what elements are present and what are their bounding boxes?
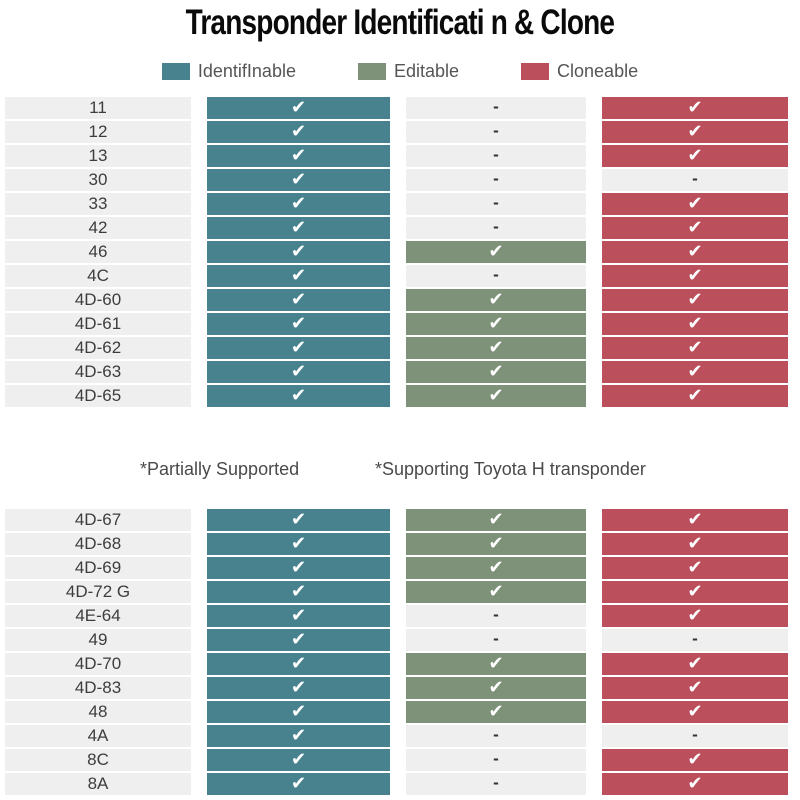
check-icon: ✔	[687, 289, 703, 310]
row-label: 4D-83	[5, 677, 191, 699]
row-label: 42	[5, 217, 191, 239]
check-icon: ✔	[290, 533, 307, 554]
table-row	[5, 749, 800, 771]
status-cell-check	[207, 701, 390, 723]
table-row	[5, 725, 800, 747]
table-row	[5, 265, 800, 287]
status-cell-check	[602, 749, 788, 771]
check-icon: ✔	[290, 701, 307, 722]
dash-text: -	[493, 604, 499, 624]
check-icon: ✔	[290, 145, 307, 166]
status-cell-check	[207, 533, 390, 555]
status-cell-check	[207, 361, 390, 383]
row-label: 12	[5, 121, 191, 143]
check-icon: ✔	[687, 337, 703, 358]
status-cell-dash	[602, 725, 788, 747]
dash-text: -	[493, 96, 499, 116]
status-cell-check	[602, 677, 788, 699]
status-cell-check	[406, 557, 586, 579]
status-cell-check	[602, 701, 788, 723]
status-cell-dash	[406, 193, 586, 215]
check-icon: ✔	[687, 145, 703, 166]
status-cell-dash	[406, 169, 586, 191]
status-cell-check	[207, 337, 390, 359]
status-cell-dash	[406, 145, 586, 167]
check-icon: ✔	[290, 193, 307, 214]
cloneable-color-swatch	[521, 63, 549, 80]
check-icon: ✔	[687, 97, 703, 118]
check-icon: ✔	[488, 313, 504, 334]
footnotes	[0, 459, 800, 480]
dash-text: -	[493, 120, 499, 140]
status-cell-check	[207, 289, 390, 311]
status-cell-check	[602, 605, 788, 627]
table-row	[5, 557, 800, 579]
row-label: 4E-64	[5, 605, 191, 627]
status-cell-check	[207, 145, 390, 167]
status-cell-check	[207, 313, 390, 335]
status-cell-check	[602, 385, 788, 407]
status-cell-check	[602, 265, 788, 287]
row-label: 4D-60	[5, 289, 191, 311]
status-cell-dash	[406, 629, 586, 651]
check-icon: ✔	[687, 217, 703, 238]
row-label: 4D-70	[5, 653, 191, 675]
check-icon: ✔	[687, 653, 703, 674]
dash-text: -	[493, 748, 499, 768]
title-bar	[0, 0, 800, 43]
dash-text: -	[493, 724, 499, 744]
check-icon: ✔	[290, 773, 307, 794]
status-cell-dash	[602, 169, 788, 191]
status-cell-check	[207, 241, 390, 263]
status-cell-check	[602, 217, 788, 239]
check-icon: ✔	[687, 677, 703, 698]
row-label: 46	[5, 241, 191, 263]
check-icon: ✔	[687, 581, 703, 602]
check-icon: ✔	[290, 265, 307, 286]
status-cell-check	[602, 581, 788, 603]
row-label: 8A	[5, 773, 191, 795]
status-cell-check	[207, 725, 390, 747]
status-cell-dash	[406, 121, 586, 143]
status-cell-check	[207, 193, 390, 215]
check-icon: ✔	[687, 557, 703, 578]
status-cell-dash	[406, 749, 586, 771]
check-icon: ✔	[687, 605, 703, 626]
dash-text: -	[692, 628, 698, 648]
check-icon: ✔	[687, 265, 703, 286]
table-row	[5, 533, 800, 555]
status-cell-dash	[406, 265, 586, 287]
status-cell-check	[602, 145, 788, 167]
check-icon: ✔	[488, 701, 504, 722]
note-partially-supported: *Partially Supported	[140, 459, 300, 479]
table-row	[5, 313, 800, 335]
editable-color-swatch	[358, 63, 386, 80]
legend-item-identifiable	[162, 61, 296, 82]
status-cell-check	[406, 289, 586, 311]
row-label: 4D-61	[5, 313, 191, 335]
table-1	[0, 97, 800, 407]
table-row	[5, 509, 800, 531]
status-cell-check	[406, 509, 586, 531]
check-icon: ✔	[488, 653, 504, 674]
table-row	[5, 677, 800, 699]
status-cell-check	[207, 605, 390, 627]
check-icon: ✔	[687, 193, 703, 214]
dash-text: -	[692, 724, 698, 744]
table-row	[5, 145, 800, 167]
row-label: 8C	[5, 749, 191, 771]
table-row	[5, 337, 800, 359]
legend	[0, 60, 800, 82]
table-row	[5, 653, 800, 675]
table-row	[5, 361, 800, 383]
dash-text: -	[493, 192, 499, 212]
status-cell-check	[602, 533, 788, 555]
check-icon: ✔	[687, 533, 703, 554]
row-label: 49	[5, 629, 191, 651]
status-cell-check	[207, 169, 390, 191]
row-label: 4D-69	[5, 557, 191, 579]
row-label: 48	[5, 701, 191, 723]
status-cell-check	[406, 313, 586, 335]
dash-text: -	[493, 216, 499, 236]
status-cell-check	[406, 533, 586, 555]
check-icon: ✔	[290, 241, 307, 262]
status-cell-check	[406, 361, 586, 383]
row-label: 4D-68	[5, 533, 191, 555]
table-2	[0, 509, 800, 795]
row-label: 4D-72 G	[5, 581, 191, 603]
status-cell-check	[207, 749, 390, 771]
table-row	[5, 773, 800, 795]
row-label: 33	[5, 193, 191, 215]
check-icon: ✔	[290, 509, 307, 530]
status-cell-check	[406, 241, 586, 263]
check-icon: ✔	[290, 557, 307, 578]
status-cell-check	[602, 121, 788, 143]
status-cell-check	[207, 581, 390, 603]
check-icon: ✔	[488, 677, 504, 698]
check-icon: ✔	[488, 557, 504, 578]
row-label: 13	[5, 145, 191, 167]
table-row	[5, 169, 800, 191]
check-icon: ✔	[687, 313, 703, 334]
check-icon: ✔	[687, 773, 703, 794]
row-label: 4A	[5, 725, 191, 747]
status-cell-dash	[406, 217, 586, 239]
status-cell-check	[602, 97, 788, 119]
check-icon: ✔	[290, 217, 307, 238]
check-icon: ✔	[687, 121, 703, 142]
check-icon: ✔	[687, 509, 703, 530]
table-row	[5, 605, 800, 627]
check-icon: ✔	[488, 385, 504, 406]
status-cell-check	[207, 629, 390, 651]
status-cell-dash	[406, 605, 586, 627]
dash-text: -	[493, 168, 499, 188]
table-row	[5, 121, 800, 143]
status-cell-check	[207, 677, 390, 699]
status-cell-check	[406, 677, 586, 699]
check-icon: ✔	[687, 361, 703, 382]
row-label: 4D-67	[5, 509, 191, 531]
identifiable-color-swatch	[162, 63, 190, 80]
status-cell-check	[406, 385, 586, 407]
table-row	[5, 241, 800, 263]
table-row	[5, 581, 800, 603]
status-cell-check	[406, 337, 586, 359]
status-cell-check	[406, 653, 586, 675]
check-icon: ✔	[290, 629, 307, 650]
check-icon: ✔	[290, 337, 307, 358]
legend-label: Cloneable	[557, 60, 639, 81]
table-row	[5, 701, 800, 723]
check-icon: ✔	[687, 749, 703, 770]
status-cell-check	[207, 265, 390, 287]
check-icon: ✔	[290, 581, 307, 602]
legend-item-editable	[358, 61, 459, 82]
check-icon: ✔	[488, 241, 504, 262]
status-cell-check	[602, 313, 788, 335]
check-icon: ✔	[290, 313, 307, 334]
check-icon: ✔	[687, 385, 703, 406]
dash-text: -	[493, 628, 499, 648]
status-cell-check	[207, 773, 390, 795]
status-cell-check	[207, 121, 390, 143]
legend-label: IdentifInable	[197, 60, 296, 81]
check-icon: ✔	[488, 533, 504, 554]
check-icon: ✔	[290, 121, 307, 142]
status-cell-check	[602, 653, 788, 675]
check-icon: ✔	[488, 581, 504, 602]
check-icon: ✔	[290, 725, 307, 746]
dash-text: -	[493, 144, 499, 164]
status-cell-check	[406, 581, 586, 603]
check-icon: ✔	[488, 509, 504, 530]
check-icon: ✔	[290, 749, 307, 770]
check-icon: ✔	[488, 289, 504, 310]
table-row	[5, 97, 800, 119]
dash-text: -	[692, 168, 698, 188]
legend-label: Editable	[393, 60, 460, 81]
table-row	[5, 217, 800, 239]
status-cell-dash	[406, 97, 586, 119]
status-cell-check	[207, 509, 390, 531]
status-cell-check	[602, 509, 788, 531]
check-icon: ✔	[290, 169, 307, 190]
status-cell-dash	[406, 725, 586, 747]
status-cell-check	[207, 97, 390, 119]
check-icon: ✔	[687, 701, 703, 722]
check-icon: ✔	[290, 653, 307, 674]
status-cell-check	[602, 289, 788, 311]
table-row	[5, 289, 800, 311]
status-cell-check	[207, 385, 390, 407]
row-label: 4D-62	[5, 337, 191, 359]
status-cell-dash	[406, 773, 586, 795]
status-cell-check	[207, 557, 390, 579]
check-icon: ✔	[290, 677, 307, 698]
check-icon: ✔	[290, 289, 307, 310]
status-cell-check	[207, 653, 390, 675]
status-cell-check	[602, 557, 788, 579]
check-icon: ✔	[290, 97, 307, 118]
check-icon: ✔	[488, 337, 504, 358]
dash-text: -	[493, 264, 499, 284]
status-cell-check	[602, 361, 788, 383]
row-label: 30	[5, 169, 191, 191]
note-toyota-h: *Supporting Toyota H transponder	[375, 459, 646, 479]
check-icon: ✔	[290, 385, 307, 406]
page-title: Transponder Identificati n & Clone	[185, 3, 615, 42]
status-cell-check	[406, 701, 586, 723]
legend-item-cloneable	[521, 61, 638, 82]
row-label: 4D-65	[5, 385, 191, 407]
check-icon: ✔	[290, 605, 307, 626]
row-label: 11	[5, 97, 191, 119]
status-cell-check	[602, 337, 788, 359]
table-row	[5, 193, 800, 215]
check-icon: ✔	[687, 241, 703, 262]
status-cell-check	[602, 773, 788, 795]
row-label: 4C	[5, 265, 191, 287]
table-row	[5, 629, 800, 651]
status-cell-check	[207, 217, 390, 239]
status-cell-dash	[602, 629, 788, 651]
status-cell-check	[602, 193, 788, 215]
check-icon: ✔	[290, 361, 307, 382]
dash-text: -	[493, 772, 499, 792]
row-label: 4D-63	[5, 361, 191, 383]
table-row	[5, 385, 800, 407]
status-cell-check	[602, 241, 788, 263]
check-icon: ✔	[488, 361, 504, 382]
